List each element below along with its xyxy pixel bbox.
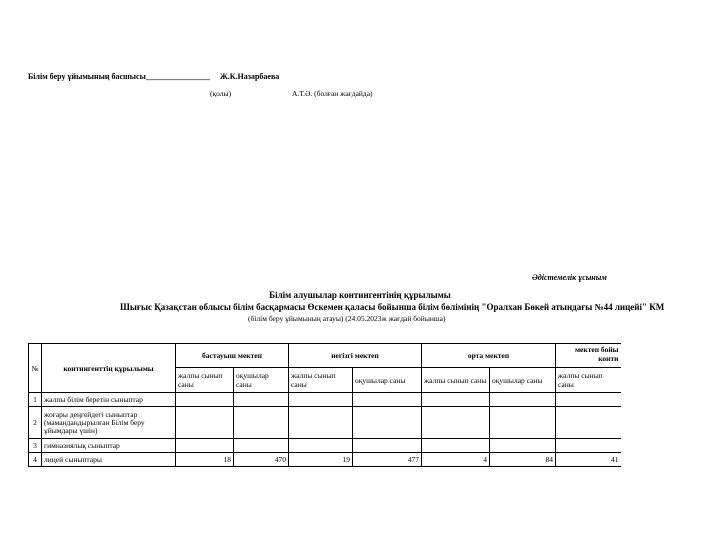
cell-secondary-classes [422, 393, 490, 407]
cell-secondary-students [490, 393, 556, 407]
header-primary: бастауыш мектеп [176, 344, 289, 368]
cell-primary-classes: 18 [176, 453, 234, 467]
table-row [29, 453, 621, 467]
cell-primary-classes [176, 393, 234, 407]
table-row [29, 407, 621, 439]
sign-caption: (қолы) [210, 89, 232, 98]
header-classes-total: жалпы сынып саны [176, 368, 234, 393]
table-row [29, 393, 621, 407]
cell-basic-students [353, 439, 422, 453]
cell-secondary-students: 84 [490, 453, 556, 467]
cell-secondary-students [490, 439, 556, 453]
name-caption: А.Т.Ә. (болған жағдайда) [292, 89, 373, 98]
row-no: 3 [29, 439, 42, 453]
cell-basic-students [353, 393, 422, 407]
organization-title: Шығыс Қазақстан облысы білім басқармасы Өскемен қаласы бойынша білім бөлімінің "Оралхан Бөкей атындағы №44 лицейі" КМ [120, 302, 665, 312]
cell-secondary-students [490, 407, 556, 439]
row-no: 1 [29, 393, 42, 407]
row-name: жоғары деңгейдегі сыныптар (мамандандырылған Білім беру ұйымдары үшін) [42, 407, 176, 439]
header-classes-total: жалпы сынып саны [556, 368, 621, 393]
cell-secondary-classes: 4 [422, 453, 490, 467]
row-no: 2 [29, 407, 42, 439]
cell-basic-classes [289, 407, 353, 439]
header-total-group-l2: конти [598, 354, 619, 363]
cell-primary-classes [176, 439, 234, 453]
row-name: гимназиялық сыныптар [42, 439, 176, 453]
cell-secondary-classes [422, 439, 490, 453]
contingent-table [28, 343, 621, 467]
cell-total-classes: 41 [556, 453, 621, 467]
header-basic: негізгі мектеп [289, 344, 422, 368]
row-name: жалпы білім беретін сыныптар [42, 393, 176, 407]
cell-primary-students [234, 393, 289, 407]
method-note: Әдістемелік ұсыным [532, 273, 607, 282]
cell-primary-students: 470 [234, 453, 289, 467]
cell-basic-classes [289, 439, 353, 453]
header-students-count: оқушылар саны [234, 368, 289, 393]
cell-basic-students: 477 [353, 453, 422, 467]
header-classes-total: жалпы сынып саны [289, 368, 353, 393]
cell-total-classes [556, 439, 621, 453]
signature-line [28, 72, 279, 81]
header-secondary: орта мектеп [422, 344, 556, 368]
signature-blank: ________________ [145, 72, 210, 81]
cell-basic-classes: 19 [289, 453, 353, 467]
header-total-group [556, 344, 621, 368]
cell-total-classes [556, 407, 621, 439]
header-students-count: оқушылар саны [490, 368, 556, 393]
organization-caption: (білім беру ұйымының атауы) (24.05.2023ж жағдай бойынша) [248, 314, 446, 323]
header-contingent: контингенттің құрылымы [42, 344, 176, 393]
header-students-count: оқушылар саны [353, 368, 422, 393]
row-no: 4 [29, 453, 42, 467]
header-classes-total: жалпы сынып саны [422, 368, 490, 393]
header-no: № [29, 344, 42, 393]
cell-primary-students [234, 439, 289, 453]
row-name: лицей сыныптары [42, 453, 176, 467]
head-name: Ж.К.Назарбаева [219, 72, 280, 81]
cell-primary-classes [176, 407, 234, 439]
head-label: Білім беру ұйымының басшысы [28, 72, 146, 81]
cell-basic-students [353, 407, 422, 439]
cell-secondary-classes [422, 407, 490, 439]
cell-primary-students [234, 407, 289, 439]
cell-basic-classes [289, 393, 353, 407]
table-row [29, 439, 621, 453]
header-total-group-l1: мектеп бойы [574, 345, 619, 354]
cell-total-classes [556, 393, 621, 407]
document-title: Білім алушылар контингентінің құрылымы [269, 290, 451, 300]
